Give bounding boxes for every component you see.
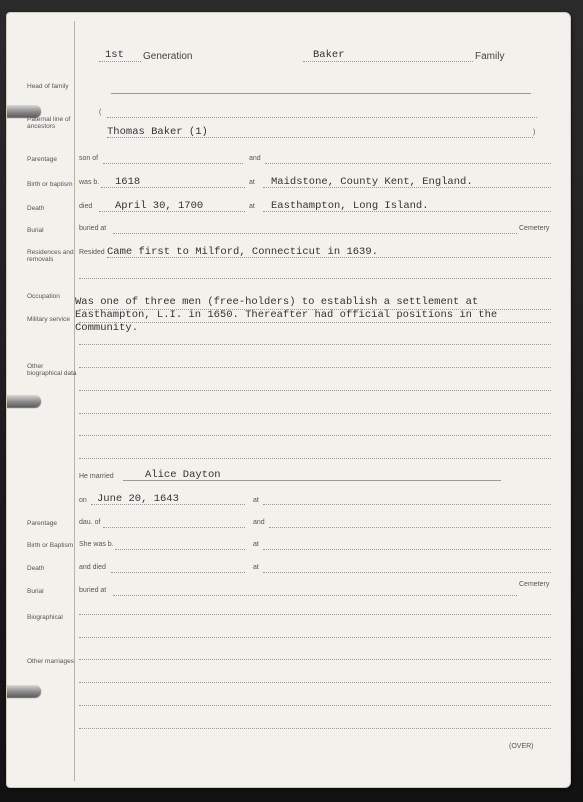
spouse-death-rule (111, 572, 245, 573)
label-other-bio: Other biographical data (27, 363, 77, 377)
death-place: Easthampton, Long Island. (271, 200, 429, 212)
genealogy-record-sheet (6, 12, 571, 788)
marriage-date-rule (91, 504, 245, 505)
spouse-and-label: and (253, 519, 265, 526)
bio-rule-5 (79, 705, 551, 706)
spouse-buried-at-label: buried at (79, 587, 107, 594)
spouse-birth-rule (115, 549, 245, 550)
label-birth-baptism: Birth or baptism (27, 181, 73, 188)
marriage-at-label: at (253, 497, 259, 504)
biodata-rule-4 (79, 413, 551, 414)
surname-rule (303, 61, 473, 62)
label-burial-spouse: Burial (27, 588, 44, 595)
label-death: Death (27, 205, 45, 212)
was-born-label: was b. (79, 179, 100, 186)
father-rule (103, 163, 243, 164)
spouse-name: Alice Dayton (145, 469, 221, 481)
died-label: died (79, 203, 93, 210)
death-place-rule (263, 211, 551, 212)
binder-ring-bottom (6, 685, 41, 697)
label-birth-baptism-spouse: Birth or Baptism (27, 542, 74, 549)
mother-rule (265, 163, 551, 164)
residence-rule-2 (79, 278, 551, 279)
birth-place-rule (263, 187, 551, 188)
label-military: Military service (27, 316, 70, 323)
on-label: on (79, 497, 87, 504)
resided-label: Resided (79, 249, 105, 256)
residence-text: Came first to Milford, Connecticut in 1639. (107, 246, 378, 258)
death-at-label: at (249, 203, 255, 210)
generation-label: Generation (143, 51, 193, 62)
occupation-rule-2 (79, 322, 551, 323)
occupation-text: Was one of three men (free-holders) to establish a settlement at Easthampton, L.I. in 1650. Thereafter had official positions in the Community. (75, 296, 498, 334)
binder-ring-middle (6, 395, 41, 407)
label-head-of-family: Head of family (27, 83, 69, 90)
spouse-death-place-rule (263, 572, 551, 573)
bio-rule-4 (79, 682, 551, 683)
biodata-rule-3 (79, 390, 551, 391)
spouse-rule (123, 480, 501, 481)
spouse-birth-at-label: at (253, 541, 259, 548)
head-of-family-rule (111, 93, 531, 94)
birth-place: Maidstone, County Kent, England. (271, 176, 473, 188)
ancestor-rule (107, 137, 533, 138)
family-label: Family (475, 51, 505, 62)
paternal-rule (107, 117, 537, 118)
bio-rule-2 (79, 637, 551, 638)
dau-of-label: dau. of (79, 519, 101, 526)
biodata-rule-1 (79, 344, 551, 345)
generation-rule (99, 61, 141, 62)
bio-rule-6 (79, 728, 551, 729)
occupation-rule-1 (79, 309, 551, 310)
generation-value: 1st (105, 49, 124, 61)
label-paternal-line: Paternal line of ancestors (27, 116, 71, 130)
spouse-burial-rule (113, 595, 517, 596)
ancestor-close-paren: ) (533, 129, 536, 136)
birth-year: 1618 (115, 176, 141, 188)
spouse-cemetery-label: Cemetery (519, 581, 550, 588)
spouse-death-at-label: at (253, 564, 259, 571)
label-occupation: Occupation (27, 293, 60, 300)
and-died-label: and died (79, 564, 106, 571)
buried-at-label: buried at (79, 225, 107, 232)
label-other-marriages: Other marriages (27, 658, 74, 665)
label-parentage: Parentage (27, 156, 57, 163)
over-label: (OVER) (509, 743, 534, 750)
ancestor-name: Thomas Baker (1) (107, 126, 208, 138)
cemetery-label: Cemetery (519, 225, 550, 232)
spouse-birth-place-rule (263, 549, 551, 550)
biodata-rule-2 (79, 367, 551, 368)
margin-line (74, 21, 75, 781)
son-of-label: son of (79, 155, 99, 162)
label-residences: Residences and removals (27, 249, 74, 263)
residence-rule (107, 257, 551, 258)
death-date: April 30, 1700 (115, 200, 204, 212)
birth-date-rule (101, 187, 245, 188)
paternal-open-paren: ( (99, 109, 102, 116)
bio-rule-1 (79, 614, 551, 615)
bio-rule-3 (79, 659, 551, 660)
surname-value: Baker (313, 49, 345, 61)
label-death-spouse: Death (27, 565, 45, 572)
marriage-place-rule (263, 504, 551, 505)
spouse-mother-rule (269, 527, 551, 528)
burial-rule (113, 233, 517, 234)
label-burial: Burial (27, 227, 44, 234)
biodata-rule-6 (79, 458, 551, 459)
death-date-rule (99, 211, 245, 212)
and-label: and (249, 155, 261, 162)
label-biographical: Biographical (27, 614, 63, 621)
label-parentage-spouse: Parentage (27, 520, 57, 527)
marriage-date: June 20, 1643 (97, 493, 179, 505)
biodata-rule-5 (79, 435, 551, 436)
he-married-label: He married (79, 473, 114, 480)
she-was-born-label: She was b. (79, 541, 114, 548)
spouse-father-rule (103, 527, 245, 528)
birth-at-label: at (249, 179, 255, 186)
